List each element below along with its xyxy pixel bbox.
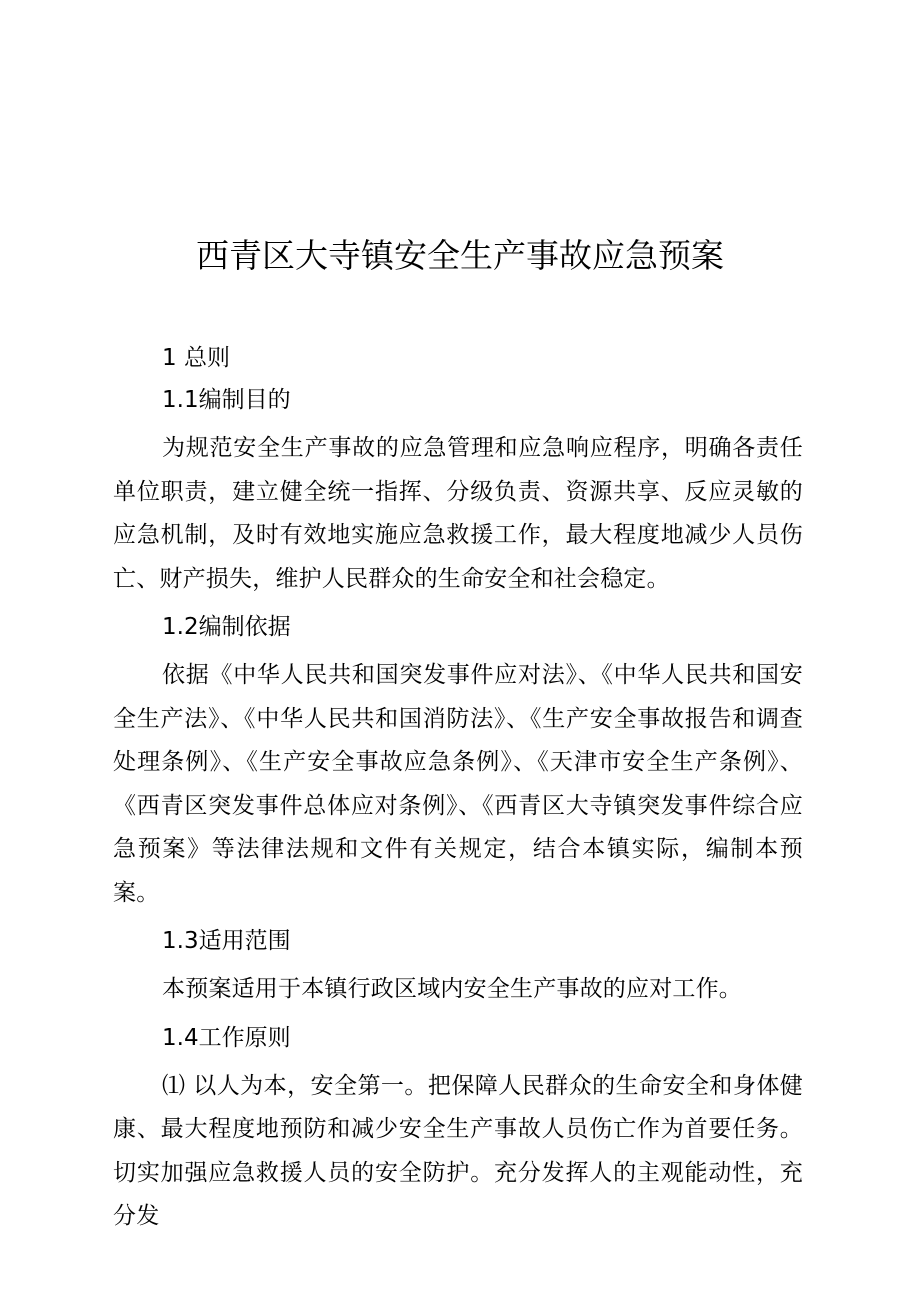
paragraph-basis: 依据《中华人民共和国突发事件应对法》、《中华人民共和国安全生产法》、《中华人民共和国消防法》、《生产安全事故报告和调查处理条例》、《生产安全事故应急条例》、《天津市安全生产条例》、《西青区突发事件总体应对条例》、《西青区大寺镇突发事件综合应急预案》等法律法规和文件有关规定，结合本镇实际，编制本预案。 [113,662,803,906]
section-heading-general: 1 总则 [162,345,230,371]
paragraph-purpose: 为规范安全生产事故的应急管理和应急响应程序，明确各责任单位职责，建立健全统一指挥、分级负责、资源共享、反应灵敏的应急机制，及时有效地实施应急救援工作，最大程度地减少人员伤亡、财产损失，维护人民群众的生命安全和社会稳定。 [113,435,803,592]
section-heading-basis: 1.2编制依据 [162,614,291,640]
paragraph-scope: 本预案适用于本镇行政区域内安全生产事故的应对工作。 [162,976,742,1002]
section-heading-principles: 1.4工作原则 [162,1024,291,1051]
paragraph-principles: ⑴ 以人为本，安全第一。把保障人民群众的生命安全和身体健康、最大程度地预防和减少安全生产事故人员伤亡作为首要任务。切实加强应急救援人员的安全防护。充分发挥人的主观能动性，充分发 [113,1072,803,1229]
document-title: 西青区大寺镇安全生产事故应急预案 [196,236,724,275]
section-heading-scope: 1.3适用范围 [162,928,291,954]
section-heading-purpose: 1.1编制目的 [162,387,291,413]
document-body [113,340,803,1247]
